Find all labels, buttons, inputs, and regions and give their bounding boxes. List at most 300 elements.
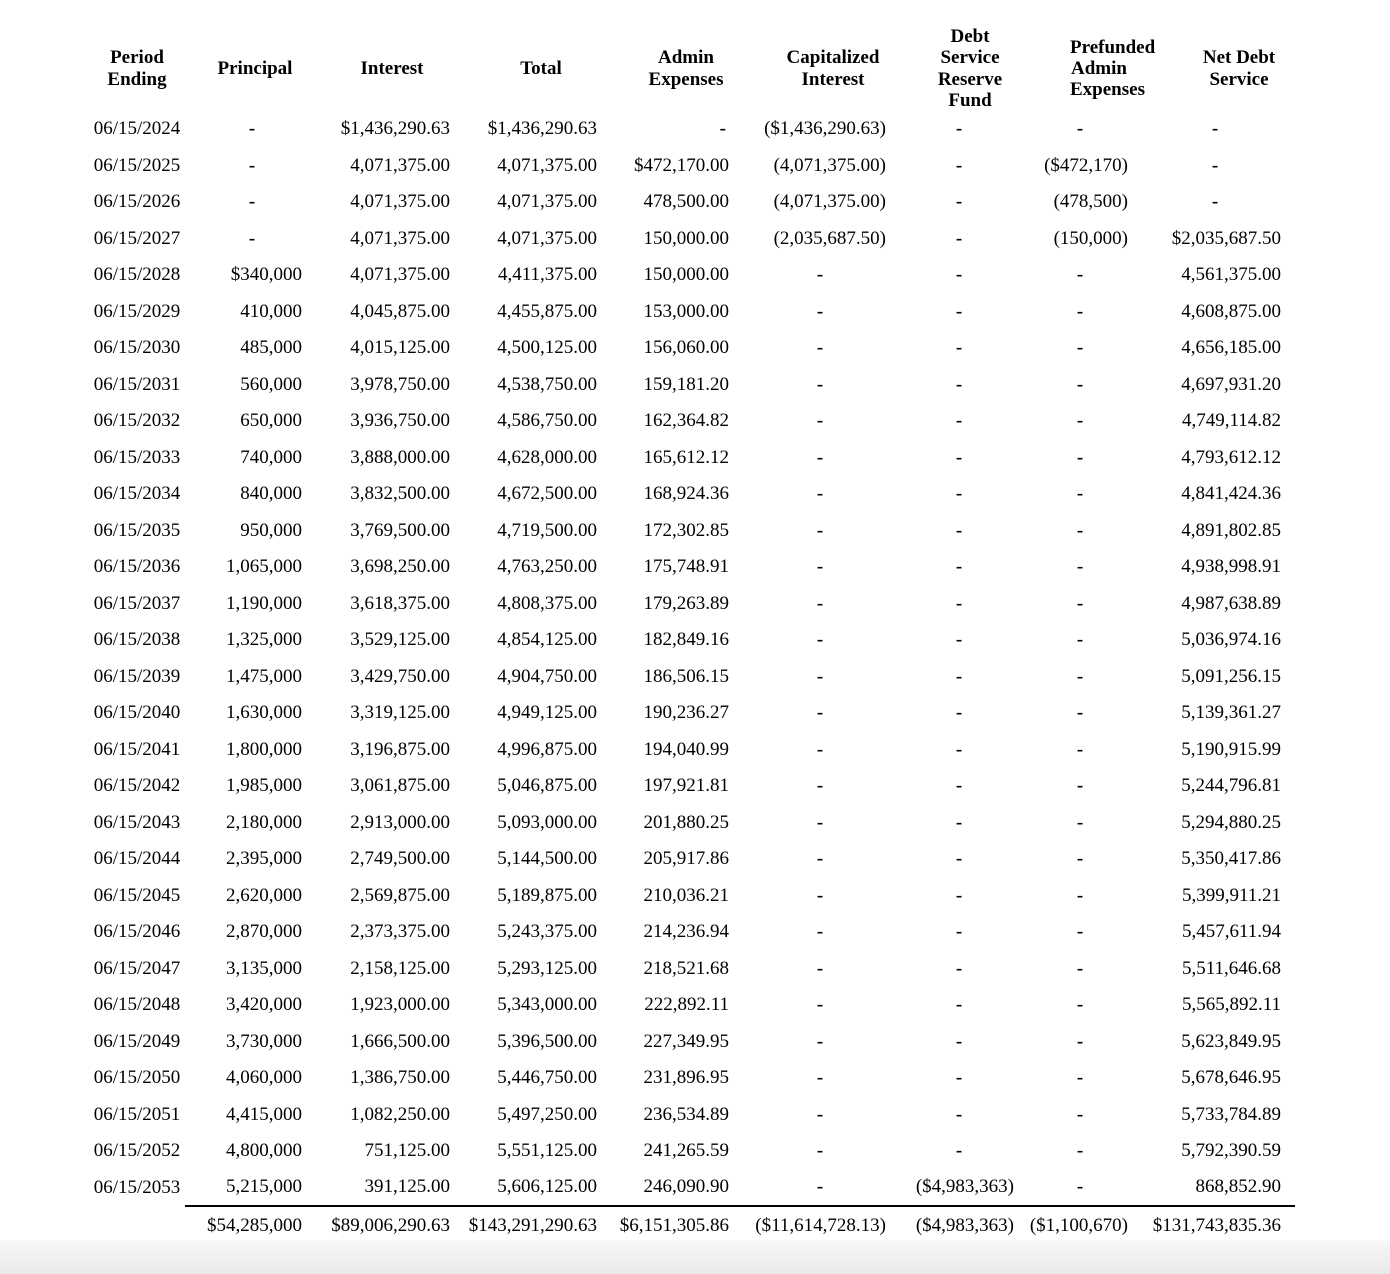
- cell-dsrf: -: [955, 592, 963, 614]
- cell-prefunded: -: [1076, 629, 1084, 651]
- cell-period: 06/15/2036: [93, 556, 181, 578]
- cell-net: 5,792,390.59: [1181, 1140, 1281, 1162]
- table-row: [55, 659, 1295, 696]
- cell-total: 4,854,125.00: [497, 629, 597, 651]
- total-total: $143,291,290.63: [450, 1206, 597, 1248]
- table-row: [55, 878, 1295, 915]
- cell-dsrf: -: [955, 1030, 963, 1052]
- cell-cap-interest: -: [816, 775, 824, 797]
- col-header-dsrf: Debt Service Reserve Fund: [937, 26, 1003, 111]
- cell-prefunded: -: [1076, 1140, 1084, 1162]
- cell-cap-interest: -: [816, 300, 824, 322]
- table-row: [55, 294, 1295, 331]
- total-prefunded: ($1,100,670): [1014, 1206, 1128, 1248]
- cell-net: 4,938,998.91: [1181, 556, 1281, 578]
- cell-total: 4,949,125.00: [497, 702, 597, 724]
- cell-admin: 186,506.15: [643, 665, 729, 687]
- cell-cap-interest: -: [816, 1176, 824, 1198]
- cell-interest: 4,071,375.00: [350, 227, 450, 249]
- cell-admin: 172,302.85: [643, 519, 729, 541]
- cell-period: 06/15/2028: [93, 264, 181, 286]
- cell-cap-interest: -: [816, 373, 824, 395]
- cell-prefunded: -: [1076, 957, 1084, 979]
- total-admin: $6,151,305.86: [597, 1206, 729, 1248]
- cell-admin: 478,500.00: [643, 191, 729, 213]
- cell-period: 06/15/2031: [93, 373, 181, 395]
- cell-principal: 840,000: [240, 483, 302, 505]
- cell-net: 4,697,931.20: [1181, 373, 1281, 395]
- cell-cap-interest: -: [816, 921, 824, 943]
- cell-total: $1,436,290.63: [487, 118, 597, 140]
- cell-principal: 5,215,000: [226, 1176, 302, 1198]
- cell-admin: 162,364.82: [643, 410, 729, 432]
- cell-net: 5,139,361.27: [1181, 702, 1281, 724]
- table-row: [55, 440, 1295, 477]
- cell-net: 4,793,612.12: [1181, 446, 1281, 468]
- cell-prefunded: (150,000): [1053, 227, 1128, 249]
- cell-interest: 3,888,000.00: [350, 446, 450, 468]
- cell-admin: $472,170.00: [634, 154, 729, 176]
- cell-dsrf: -: [955, 629, 963, 651]
- cell-cap-interest: -: [816, 738, 824, 760]
- cell-admin: 168,924.36: [643, 483, 729, 505]
- cell-total: 4,719,500.00: [497, 519, 597, 541]
- cell-dsrf: -: [955, 1067, 963, 1089]
- cell-net: 4,749,114.82: [1181, 410, 1281, 432]
- cell-principal: 740,000: [240, 446, 302, 468]
- cell-total: 4,538,750.00: [497, 373, 597, 395]
- table-row: [55, 111, 1295, 148]
- table-row: [55, 476, 1295, 513]
- cell-total: 5,093,000.00: [497, 811, 597, 833]
- cell-cap-interest: -: [816, 994, 824, 1016]
- cell-interest: 3,529,125.00: [350, 629, 450, 651]
- cell-period: 06/15/2043: [93, 811, 181, 833]
- cell-interest: 3,618,375.00: [350, 592, 450, 614]
- cell-dsrf: -: [955, 811, 963, 833]
- cell-period: 06/15/2034: [93, 483, 181, 505]
- debt-service-schedule-table: [55, 26, 1295, 1251]
- cell-total: 5,606,125.00: [497, 1176, 597, 1198]
- cell-period: 06/15/2025: [93, 154, 181, 176]
- cell-interest: 391,125.00: [364, 1176, 450, 1198]
- cell-net: 5,399,911.21: [1181, 884, 1281, 906]
- cell-dsrf: -: [955, 118, 963, 140]
- cell-prefunded: -: [1076, 556, 1084, 578]
- cell-total: 4,904,750.00: [497, 665, 597, 687]
- cell-prefunded: -: [1076, 884, 1084, 906]
- cell-cap-interest: -: [816, 629, 824, 651]
- cell-dsrf: -: [955, 884, 963, 906]
- col-header-prefunded: Prefunded Admin Expenses: [1070, 36, 1156, 101]
- cell-total: 4,996,875.00: [497, 738, 597, 760]
- cell-dsrf: -: [955, 373, 963, 395]
- cell-total: 4,808,375.00: [497, 592, 597, 614]
- cell-prefunded: -: [1076, 446, 1084, 468]
- cell-period: 06/15/2041: [93, 738, 181, 760]
- cell-total: 5,144,500.00: [497, 848, 597, 870]
- cell-net: 5,623,849.95: [1181, 1030, 1281, 1052]
- cell-cap-interest: -: [816, 1067, 824, 1089]
- cell-interest: 3,769,500.00: [350, 519, 450, 541]
- cell-cap-interest: (4,071,375.00): [773, 154, 886, 176]
- cell-dsrf: -: [955, 994, 963, 1016]
- cell-cap-interest: ($1,436,290.63): [764, 118, 886, 140]
- cell-dsrf: -: [955, 154, 963, 176]
- table-row: [55, 622, 1295, 659]
- cell-total: 5,446,750.00: [497, 1067, 597, 1089]
- cell-total: 5,343,000.00: [497, 994, 597, 1016]
- cell-prefunded: -: [1076, 483, 1084, 505]
- cell-admin: -: [719, 118, 726, 140]
- cell-period: 06/15/2046: [93, 921, 181, 943]
- cell-dsrf: -: [955, 519, 963, 541]
- cell-admin: 231,896.95: [643, 1067, 729, 1089]
- cell-net: 4,608,875.00: [1181, 300, 1281, 322]
- cell-principal: -: [248, 227, 256, 249]
- cell-cap-interest: -: [816, 848, 824, 870]
- cell-net: -: [1211, 154, 1219, 176]
- cell-principal: 410,000: [240, 300, 302, 322]
- cell-prefunded: -: [1076, 519, 1084, 541]
- cell-cap-interest: -: [816, 556, 824, 578]
- cell-interest: 3,936,750.00: [350, 410, 450, 432]
- cell-net: 5,565,892.11: [1181, 994, 1281, 1016]
- cell-interest: 1,666,500.00: [350, 1030, 450, 1052]
- cell-period: 06/15/2026: [93, 191, 181, 213]
- cell-period: 06/15/2033: [93, 446, 181, 468]
- cell-interest: 4,071,375.00: [350, 191, 450, 213]
- cell-total: 4,455,875.00: [497, 300, 597, 322]
- cell-prefunded: -: [1076, 337, 1084, 359]
- cell-interest: 4,071,375.00: [350, 154, 450, 176]
- cell-principal: -: [248, 191, 256, 213]
- cell-total: 4,071,375.00: [497, 227, 597, 249]
- cell-principal: -: [248, 154, 256, 176]
- cell-cap-interest: -: [816, 957, 824, 979]
- table-row: [55, 841, 1295, 878]
- cell-principal: 1,800,000: [226, 738, 302, 760]
- cell-dsrf: ($4,983,363): [915, 1176, 1014, 1198]
- cell-cap-interest: -: [816, 702, 824, 724]
- cell-dsrf: -: [955, 556, 963, 578]
- total-net: $131,743,835.36: [1128, 1206, 1295, 1248]
- table-row: [55, 148, 1295, 185]
- cell-cap-interest: -: [816, 811, 824, 833]
- cell-cap-interest: -: [816, 592, 824, 614]
- table-row: [55, 403, 1295, 440]
- cell-admin: 197,921.81: [643, 775, 729, 797]
- cell-admin: 150,000.00: [643, 227, 729, 249]
- table-row: [55, 221, 1295, 258]
- cell-interest: 751,125.00: [364, 1140, 450, 1162]
- cell-admin: 241,265.59: [643, 1140, 729, 1162]
- cell-admin: 210,036.21: [643, 884, 729, 906]
- col-header-period: Period Ending: [107, 47, 167, 90]
- cell-period: 06/15/2035: [93, 519, 181, 541]
- cell-net: 4,561,375.00: [1181, 264, 1281, 286]
- cell-interest: $1,436,290.63: [340, 118, 450, 140]
- cell-principal: -: [248, 118, 256, 140]
- cell-interest: 3,832,500.00: [350, 483, 450, 505]
- cell-dsrf: -: [955, 1103, 963, 1125]
- cell-admin: 236,534.89: [643, 1103, 729, 1125]
- cell-interest: 3,429,750.00: [350, 665, 450, 687]
- cell-principal: 2,180,000: [226, 811, 302, 833]
- total-dsrf: ($4,983,363): [886, 1206, 1014, 1248]
- cell-total: 4,763,250.00: [497, 556, 597, 578]
- cell-period: 06/15/2044: [93, 848, 181, 870]
- cell-interest: 2,158,125.00: [350, 957, 450, 979]
- cell-interest: 2,913,000.00: [350, 811, 450, 833]
- cell-principal: 1,190,000: [226, 592, 302, 614]
- cell-cap-interest: -: [816, 337, 824, 359]
- table-row: [55, 257, 1295, 294]
- cell-cap-interest: -: [816, 483, 824, 505]
- cell-admin: 165,612.12: [643, 446, 729, 468]
- cell-dsrf: -: [955, 957, 963, 979]
- cell-admin: 175,748.91: [643, 556, 729, 578]
- cell-total: 4,071,375.00: [497, 191, 597, 213]
- table-row: [55, 805, 1295, 842]
- cell-net: 5,350,417.86: [1181, 848, 1281, 870]
- cell-net: 5,294,880.25: [1181, 811, 1281, 833]
- cell-dsrf: -: [955, 300, 963, 322]
- cell-principal: 650,000: [240, 410, 302, 432]
- cell-cap-interest: (2,035,687.50): [773, 227, 886, 249]
- cell-total: 4,672,500.00: [497, 483, 597, 505]
- cell-net: 5,091,256.15: [1181, 665, 1281, 687]
- cell-period: 06/15/2049: [93, 1030, 181, 1052]
- cell-interest: 3,196,875.00: [350, 738, 450, 760]
- cell-net: 4,987,638.89: [1181, 592, 1281, 614]
- cell-dsrf: -: [955, 921, 963, 943]
- cell-total: 5,243,375.00: [497, 921, 597, 943]
- cell-cap-interest: -: [816, 264, 824, 286]
- cell-net: 4,891,802.85: [1181, 519, 1281, 541]
- table-row: [55, 1024, 1295, 1061]
- col-header-net: Net Debt Service: [1202, 47, 1276, 90]
- cell-dsrf: -: [955, 775, 963, 797]
- table-row: [55, 951, 1295, 988]
- cell-interest: 4,045,875.00: [350, 300, 450, 322]
- header-row: [55, 26, 1295, 111]
- table-row: [55, 1097, 1295, 1134]
- cell-dsrf: -: [955, 410, 963, 432]
- cell-prefunded: -: [1076, 410, 1084, 432]
- cell-principal: 3,135,000: [226, 957, 302, 979]
- cell-admin: 182,849.16: [643, 629, 729, 651]
- table-row: [55, 1060, 1295, 1097]
- cell-principal: 1,630,000: [226, 702, 302, 724]
- cell-total: 4,500,125.00: [497, 337, 597, 359]
- table-row: [55, 513, 1295, 550]
- cell-period: 06/15/2032: [93, 410, 181, 432]
- cell-admin: 246,090.90: [643, 1176, 729, 1198]
- cell-principal: 1,985,000: [226, 775, 302, 797]
- cell-dsrf: -: [955, 848, 963, 870]
- cell-principal: 1,325,000: [226, 629, 302, 651]
- cell-net: 5,733,784.89: [1181, 1103, 1281, 1125]
- cell-prefunded: -: [1076, 1103, 1084, 1125]
- cell-dsrf: -: [955, 337, 963, 359]
- cell-principal: 2,395,000: [226, 848, 302, 870]
- total-cap-interest: ($11,614,728.13): [729, 1206, 886, 1248]
- cell-dsrf: -: [955, 191, 963, 213]
- cell-prefunded: -: [1076, 702, 1084, 724]
- cell-period: 06/15/2030: [93, 337, 181, 359]
- cell-prefunded: ($472,170): [1044, 154, 1128, 176]
- cell-admin: 227,349.95: [643, 1030, 729, 1052]
- cell-net: 4,656,185.00: [1181, 337, 1281, 359]
- cell-dsrf: -: [955, 738, 963, 760]
- cell-admin: 159,181.20: [643, 373, 729, 395]
- cell-prefunded: -: [1076, 1067, 1084, 1089]
- cell-dsrf: -: [955, 264, 963, 286]
- cell-principal: 3,730,000: [226, 1030, 302, 1052]
- cell-net: 5,511,646.68: [1181, 957, 1281, 979]
- table-row: [55, 1170, 1295, 1207]
- cell-net: 5,457,611.94: [1181, 921, 1281, 943]
- cell-cap-interest: -: [816, 1103, 824, 1125]
- cell-principal: 950,000: [240, 519, 302, 541]
- cell-interest: 3,061,875.00: [350, 775, 450, 797]
- cell-period: 06/15/2053: [93, 1176, 181, 1198]
- cell-admin: 201,880.25: [643, 811, 729, 833]
- cell-interest: 3,978,750.00: [350, 373, 450, 395]
- cell-admin: 214,236.94: [643, 921, 729, 943]
- cell-interest: 2,373,375.00: [350, 921, 450, 943]
- cell-dsrf: -: [955, 483, 963, 505]
- cell-net: -: [1211, 118, 1219, 140]
- cell-principal: $340,000: [230, 264, 302, 286]
- cell-period: 06/15/2050: [93, 1067, 181, 1089]
- cell-cap-interest: -: [816, 446, 824, 468]
- cell-principal: 1,475,000: [226, 665, 302, 687]
- cell-interest: 4,071,375.00: [350, 264, 450, 286]
- cell-net: 5,244,796.81: [1181, 775, 1281, 797]
- cell-net: $2,035,687.50: [1171, 227, 1281, 249]
- cell-total: 5,497,250.00: [497, 1103, 597, 1125]
- cell-period: 06/15/2048: [93, 994, 181, 1016]
- cell-period: 06/15/2051: [93, 1103, 181, 1125]
- cell-period: 06/15/2029: [93, 300, 181, 322]
- table-row: [55, 367, 1295, 404]
- cell-interest: 1,082,250.00: [350, 1103, 450, 1125]
- cell-principal: 1,065,000: [226, 556, 302, 578]
- cell-admin: 153,000.00: [643, 300, 729, 322]
- cell-dsrf: -: [955, 1140, 963, 1162]
- cell-period: 06/15/2045: [93, 884, 181, 906]
- cell-prefunded: -: [1076, 118, 1084, 140]
- cell-net: 5,036,974.16: [1181, 629, 1281, 651]
- table-row: [55, 184, 1295, 221]
- cell-period: 06/15/2024: [93, 118, 181, 140]
- cell-admin: 194,040.99: [643, 738, 729, 760]
- cell-admin: 190,236.27: [643, 702, 729, 724]
- cell-cap-interest: -: [816, 1140, 824, 1162]
- cell-period: 06/15/2047: [93, 957, 181, 979]
- table-row: [55, 732, 1295, 769]
- cell-dsrf: -: [955, 446, 963, 468]
- cell-prefunded: (478,500): [1053, 191, 1128, 213]
- cell-principal: 485,000: [240, 337, 302, 359]
- cell-total: 4,586,750.00: [497, 410, 597, 432]
- cell-interest: 1,923,000.00: [350, 994, 450, 1016]
- cell-admin: 150,000.00: [643, 264, 729, 286]
- table-body: [55, 111, 1295, 1206]
- cell-prefunded: -: [1076, 994, 1084, 1016]
- cell-interest: 2,749,500.00: [350, 848, 450, 870]
- cell-principal: 4,415,000: [226, 1103, 302, 1125]
- cell-prefunded: -: [1076, 921, 1084, 943]
- cell-cap-interest: (4,071,375.00): [773, 191, 886, 213]
- cell-dsrf: -: [955, 227, 963, 249]
- cell-prefunded: -: [1076, 592, 1084, 614]
- cell-principal: 2,620,000: [226, 884, 302, 906]
- table-row: [55, 987, 1295, 1024]
- page-bottom-shade: [0, 1240, 1390, 1274]
- col-header-interest: Interest: [360, 57, 424, 79]
- cell-cap-interest: -: [816, 1030, 824, 1052]
- cell-interest: 2,569,875.00: [350, 884, 450, 906]
- cell-prefunded: -: [1076, 264, 1084, 286]
- total-interest: $89,006,290.63: [302, 1206, 450, 1248]
- cell-total: 4,628,000.00: [497, 446, 597, 468]
- cell-principal: 4,800,000: [226, 1140, 302, 1162]
- table-row: [55, 330, 1295, 367]
- total-principal: $54,285,000: [185, 1206, 302, 1248]
- cell-admin: 222,892.11: [644, 994, 729, 1016]
- cell-prefunded: -: [1076, 775, 1084, 797]
- cell-interest: 3,698,250.00: [350, 556, 450, 578]
- cell-total: 4,071,375.00: [497, 154, 597, 176]
- cell-period: 06/15/2038: [93, 629, 181, 651]
- cell-interest: 4,015,125.00: [350, 337, 450, 359]
- cell-prefunded: -: [1076, 738, 1084, 760]
- table-row: [55, 1133, 1295, 1170]
- cell-prefunded: -: [1076, 665, 1084, 687]
- cell-interest: 3,319,125.00: [350, 702, 450, 724]
- cell-net: 4,841,424.36: [1181, 483, 1281, 505]
- col-header-principal: Principal: [217, 57, 293, 79]
- cell-total: 5,293,125.00: [497, 957, 597, 979]
- cell-prefunded: -: [1076, 300, 1084, 322]
- cell-principal: 560,000: [240, 373, 302, 395]
- cell-prefunded: -: [1076, 1030, 1084, 1052]
- cell-period: 06/15/2027: [93, 227, 181, 249]
- cell-interest: 1,386,750.00: [350, 1067, 450, 1089]
- cell-net: 5,190,915.99: [1181, 738, 1281, 760]
- cell-net: 5,678,646.95: [1181, 1067, 1281, 1089]
- cell-period: 06/15/2040: [93, 702, 181, 724]
- cell-dsrf: -: [955, 665, 963, 687]
- cell-principal: 4,060,000: [226, 1067, 302, 1089]
- cell-prefunded: -: [1076, 848, 1084, 870]
- cell-admin: 179,263.89: [643, 592, 729, 614]
- cell-principal: 3,420,000: [226, 994, 302, 1016]
- cell-prefunded: -: [1076, 373, 1084, 395]
- cell-period: 06/15/2039: [93, 665, 181, 687]
- cell-period: 06/15/2037: [93, 592, 181, 614]
- table-row: [55, 768, 1295, 805]
- table-row: [55, 914, 1295, 951]
- cell-cap-interest: -: [816, 519, 824, 541]
- cell-principal: 2,870,000: [226, 921, 302, 943]
- cell-admin: 156,060.00: [643, 337, 729, 359]
- cell-total: 5,551,125.00: [497, 1140, 597, 1162]
- table-row: [55, 695, 1295, 732]
